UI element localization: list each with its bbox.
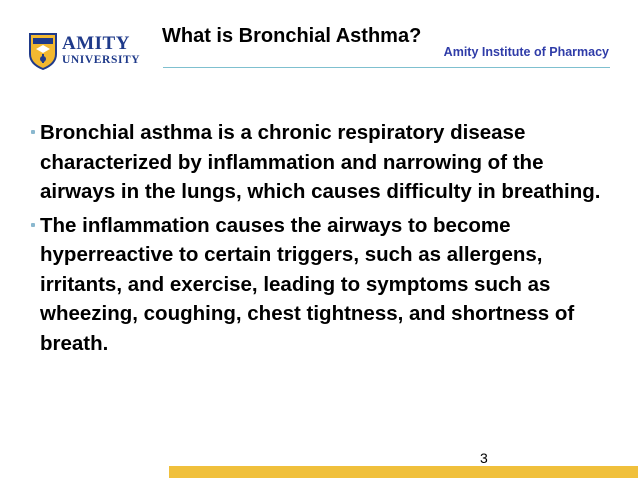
amity-university-logo (28, 32, 148, 70)
slide-title: What is Bronchial Asthma? (162, 25, 422, 47)
bullet-list (31, 118, 611, 362)
logo-subname: UNIVERSITY (62, 54, 141, 66)
bullet-text: The inflammation causes the airways to become hyperreactive to certain triggers, such as allergens, irritants, and exercise, leading to symptoms such as wheezing, coughing, chest tightness, and shortness of breath. (40, 213, 575, 355)
bullet-icon (31, 223, 35, 227)
list-item (31, 118, 611, 207)
shield-icon (28, 32, 58, 70)
logo-name: AMITY (62, 33, 130, 54)
institute-name: Amity Institute of Pharmacy (443, 45, 609, 59)
list-item (31, 211, 611, 359)
page-number: 3 (480, 450, 488, 466)
footer-bar (169, 466, 638, 478)
bullet-text: Bronchial asthma is a chronic respiratory disease characterized by inflammation and narrowing of the airways in the lungs, which causes difficulty in breathing. (40, 121, 601, 203)
logo-wordmark (62, 34, 140, 67)
header-divider (163, 67, 610, 68)
bullet-icon (31, 130, 35, 134)
